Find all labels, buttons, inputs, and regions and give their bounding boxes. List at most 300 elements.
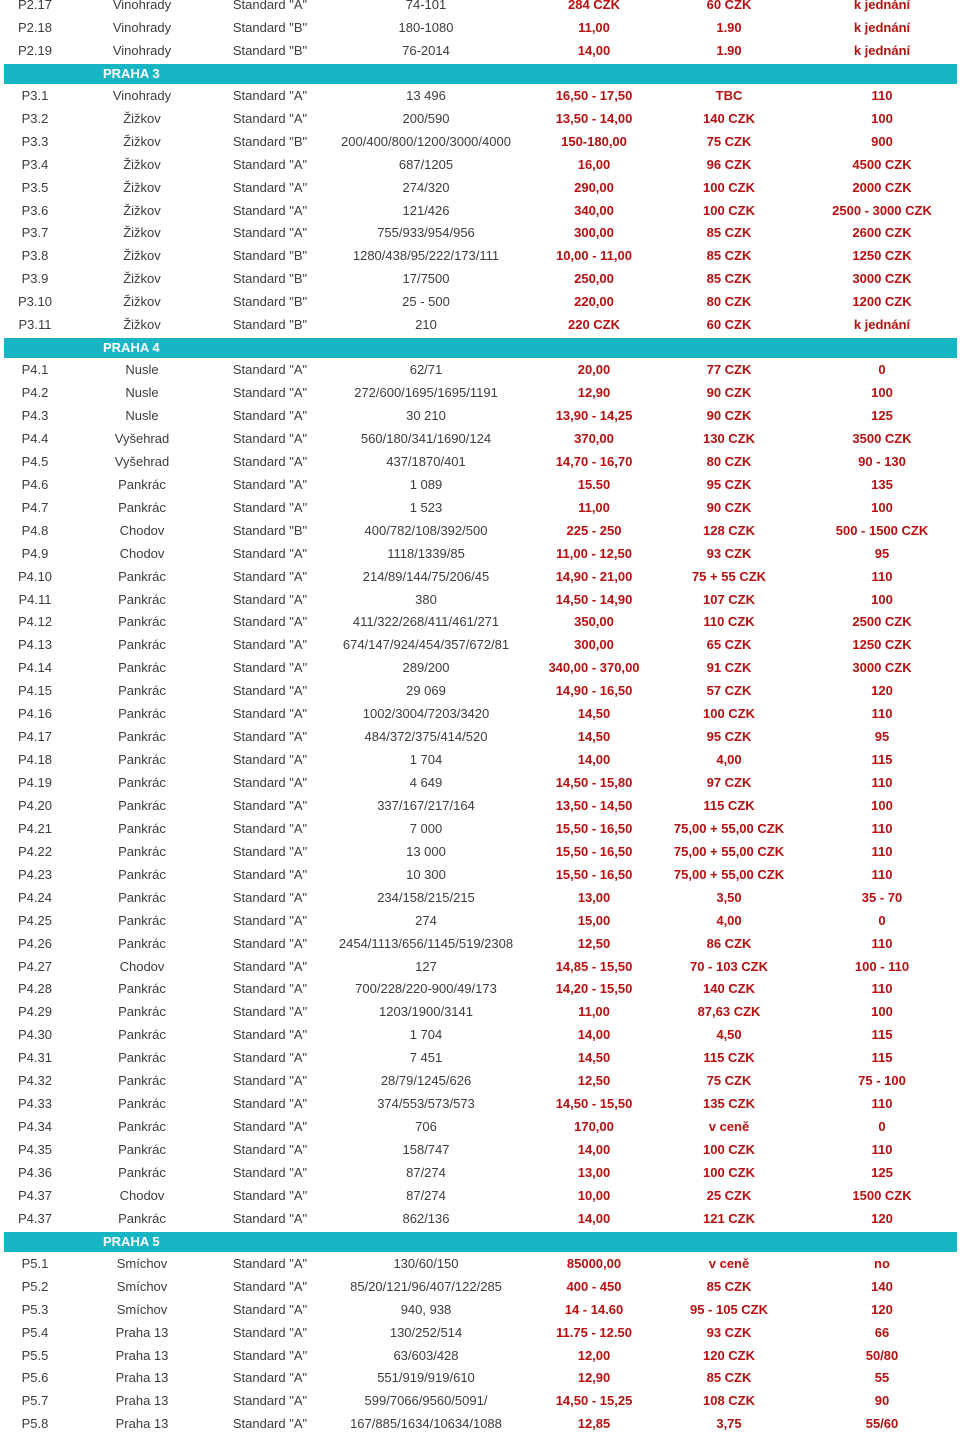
area-cell: 1280/438/95/222/173/111	[352, 248, 500, 264]
table-row	[4, 841, 957, 864]
rent-price-cell: 13,00	[577, 1164, 611, 1180]
district-cell: Pankrác	[118, 1210, 166, 1226]
standard-cell: Standard "A"	[232, 1301, 308, 1317]
district-cell: Pankrác	[118, 981, 166, 997]
standard-cell: Standard "A"	[232, 935, 308, 951]
parking-price-cell: 1250 CZK	[852, 637, 912, 653]
area-cell: 25 - 500	[402, 294, 450, 310]
parking-price-cell: 110	[871, 820, 893, 836]
standard-cell: Standard "B"	[232, 42, 308, 58]
parking-price-cell: 90 - 130	[858, 453, 906, 469]
district-cell: Pankrác	[118, 706, 166, 722]
listing-id-cell: P4.35	[18, 1142, 52, 1157]
parking-price-cell: 100	[871, 385, 893, 401]
district-cell: Nusle	[125, 362, 159, 378]
rent-price-cell: 14,50	[577, 706, 611, 722]
area-cell: 551/919/919/610	[377, 1370, 475, 1386]
area-cell: 289/200	[402, 660, 450, 676]
table-row	[4, 359, 957, 382]
parking-price-cell: 100	[871, 499, 893, 515]
standard-cell: Standard "A"	[232, 0, 308, 12]
parking-price-cell: 120	[871, 683, 893, 699]
section-label: PRAHA 4	[103, 340, 160, 356]
table-row	[4, 1024, 957, 1047]
listing-id-cell: P4.12	[18, 614, 52, 630]
area-cell: 10 300	[406, 866, 446, 882]
standard-cell: Standard "B"	[232, 271, 308, 287]
district-cell: Vinohrady	[112, 87, 172, 103]
standard-cell: Standard "A"	[232, 87, 308, 103]
district-cell: Žižkov	[123, 317, 161, 333]
area-cell: 130/60/150	[393, 1255, 459, 1271]
parking-price-cell: 120	[871, 1301, 893, 1317]
listing-id-cell: P4.36	[18, 1164, 52, 1180]
rent-price-cell: 170,00	[574, 1119, 614, 1135]
table-row	[4, 933, 957, 956]
area-cell: 127	[415, 958, 437, 974]
area-cell: 180-1080	[398, 19, 454, 35]
service-charge-cell: 95 CZK	[706, 476, 752, 492]
office-listing-table	[4, 0, 957, 1436]
service-charge-cell: 90 CZK	[706, 385, 752, 401]
service-charge-cell: 25 CZK	[706, 1187, 752, 1203]
standard-cell: Standard "A"	[232, 706, 308, 722]
area-cell: 862/136	[402, 1210, 450, 1226]
district-cell: Praha 13	[115, 1393, 169, 1409]
area-cell: 87/274	[406, 1187, 446, 1203]
standard-cell: Standard "A"	[232, 958, 308, 974]
parking-price-cell: 110	[871, 981, 893, 997]
service-charge-cell: 85 CZK	[706, 271, 752, 287]
area-cell: 2454/1113/656/1145/519/2308	[338, 935, 514, 951]
standard-cell: Standard "A"	[232, 1393, 308, 1409]
rent-price-cell: 15,50 - 16,50	[555, 866, 633, 882]
standard-cell: Standard "A"	[232, 820, 308, 836]
listing-id-cell: P3.8	[21, 248, 49, 264]
table-row	[4, 1116, 957, 1139]
rent-price-cell: 15,00	[577, 912, 611, 928]
district-cell: Smíchov	[116, 1278, 168, 1294]
service-charge-cell: v ceně	[708, 1255, 750, 1271]
standard-cell: Standard "A"	[232, 1096, 308, 1112]
service-charge-cell: 57 CZK	[706, 683, 752, 699]
table-row	[4, 1070, 957, 1093]
district-cell: Pankrác	[118, 843, 166, 859]
listing-id-cell: P3.4	[21, 156, 49, 172]
service-charge-cell: 75,00 + 55,00 CZK	[673, 843, 785, 859]
district-cell: Chodov	[119, 1187, 165, 1203]
rent-price-cell: 225 - 250	[566, 522, 622, 538]
district-cell: Žižkov	[123, 110, 161, 126]
table-row	[4, 1390, 957, 1413]
listing-id-cell: P4.16	[18, 706, 52, 722]
listing-id-cell: P5.5	[21, 1347, 49, 1363]
listing-id-cell: P2.19	[18, 42, 52, 58]
standard-cell: Standard "A"	[232, 843, 308, 859]
area-cell: 130/252/514	[389, 1324, 463, 1340]
table-row	[4, 291, 957, 314]
rent-price-cell: 14,20 - 15,50	[555, 981, 633, 997]
district-cell: Pankrác	[118, 1119, 166, 1135]
rent-price-cell: 14,00	[577, 1027, 611, 1043]
parking-price-cell: 3000 CZK	[852, 271, 912, 287]
listing-id-cell: P4.20	[18, 797, 52, 813]
rent-price-cell: 13,90 - 14,25	[555, 408, 633, 423]
table-row	[4, 17, 957, 40]
service-charge-cell: 121 CZK	[702, 1210, 756, 1226]
parking-price-cell: 110	[871, 706, 893, 722]
rent-price-cell: 290,00	[574, 179, 614, 195]
district-cell: Pankrác	[118, 1164, 166, 1180]
table-row	[4, 1093, 957, 1116]
table-row	[4, 680, 957, 703]
listing-id-cell: P5.7	[21, 1393, 49, 1409]
service-charge-cell: 4,00	[716, 912, 742, 928]
listing-id-cell: P4.27	[18, 958, 52, 974]
rent-price-cell: 12,90	[577, 385, 611, 401]
area-cell: 380	[415, 591, 437, 607]
rent-price-cell: 14,50 - 15,25	[555, 1393, 633, 1409]
standard-cell: Standard "A"	[232, 1416, 308, 1432]
service-charge-cell: 3,75	[716, 1416, 742, 1432]
parking-price-cell: 0	[878, 1119, 886, 1135]
listing-id-cell: P4.33	[18, 1096, 52, 1112]
rent-price-cell: 14,50	[577, 1050, 611, 1066]
district-cell: Žižkov	[123, 294, 161, 310]
standard-cell: Standard "A"	[232, 568, 308, 584]
listing-id-cell: P3.7	[21, 225, 49, 241]
listing-id-cell: P4.32	[18, 1073, 52, 1089]
listing-id-cell: P4.26	[18, 935, 52, 951]
standard-cell: Standard "A"	[232, 797, 308, 813]
standard-cell: Standard "A"	[232, 499, 308, 515]
rent-price-cell: 14,85 - 15,50	[555, 958, 633, 974]
parking-price-cell: 100 - 110	[854, 958, 910, 974]
listing-id-cell: P5.3	[21, 1301, 49, 1317]
area-cell: 274	[415, 912, 437, 928]
table-row	[4, 566, 957, 589]
rent-price-cell: 16,00	[577, 156, 611, 172]
listing-id-cell: P4.18	[18, 752, 52, 768]
service-charge-cell: 60 CZK	[706, 0, 752, 12]
standard-cell: Standard "A"	[232, 545, 308, 561]
table-row	[4, 910, 957, 933]
parking-price-cell: 95	[874, 729, 890, 745]
listing-id-cell: P4.24	[18, 889, 52, 905]
parking-price-cell: 0	[878, 362, 886, 378]
parking-price-cell: 3500 CZK	[852, 430, 912, 446]
listing-id-cell: P4.10	[18, 568, 52, 584]
listing-id-cell: P4.22	[18, 843, 52, 859]
listing-id-cell: P2.18	[18, 19, 52, 35]
service-charge-cell: 80 CZK	[706, 453, 752, 469]
parking-price-cell: 50/80	[865, 1347, 899, 1363]
listing-id-cell: P4.7	[21, 499, 49, 515]
parking-price-cell: 100	[871, 1004, 893, 1020]
standard-cell: Standard "A"	[232, 1073, 308, 1089]
service-charge-cell: 100 CZK	[702, 202, 756, 218]
standard-cell: Standard "A"	[232, 1210, 308, 1226]
table-row	[4, 314, 957, 337]
district-cell: Pankrác	[118, 660, 166, 676]
table-row	[4, 1299, 957, 1322]
district-cell: Pankrác	[118, 1050, 166, 1066]
area-cell: 158/747	[402, 1142, 450, 1157]
parking-price-cell: 500 - 1500 CZK	[835, 522, 929, 538]
table-row	[4, 1345, 957, 1368]
rent-price-cell: 300,00	[574, 225, 614, 241]
listing-id-cell: P4.5	[21, 453, 49, 469]
standard-cell: Standard "A"	[232, 683, 308, 699]
standard-cell: Standard "A"	[232, 225, 308, 241]
service-charge-cell: 70 - 103 CZK	[689, 958, 769, 974]
area-cell: 85/20/121/96/407/122/285	[350, 1278, 502, 1294]
rent-price-cell: 14,00	[577, 42, 611, 58]
service-charge-cell: 96 CZK	[706, 156, 752, 172]
table-row	[4, 1139, 957, 1162]
standard-cell: Standard "A"	[232, 1187, 308, 1203]
standard-cell: Standard "B"	[232, 133, 308, 149]
district-cell: Praha 13	[115, 1324, 169, 1340]
standard-cell: Standard "A"	[232, 1164, 308, 1180]
area-cell: 560/180/341/1690/124	[360, 430, 492, 446]
service-charge-cell: 95 CZK	[706, 729, 752, 745]
area-cell: 1118/1339/85	[387, 545, 465, 561]
listing-id-cell: P4.9	[21, 545, 49, 561]
standard-cell: Standard "A"	[232, 729, 308, 745]
table-row	[4, 543, 957, 566]
listing-id-cell: P3.6	[21, 202, 49, 218]
standard-cell: Standard "A"	[232, 981, 308, 997]
rent-price-cell: 284 CZK	[567, 0, 621, 12]
service-charge-cell: 65 CZK	[706, 637, 752, 653]
table-row	[4, 772, 957, 795]
standard-cell: Standard "B"	[232, 522, 308, 538]
area-cell: 687/1205	[398, 156, 454, 172]
table-row	[4, 864, 957, 887]
district-cell: Žižkov	[123, 133, 161, 149]
listing-id-cell: P4.6	[21, 476, 49, 492]
standard-cell: Standard "A"	[232, 1119, 308, 1135]
rent-price-cell: 14,90 - 16,50	[555, 683, 633, 699]
rent-price-cell: 12,50	[577, 935, 611, 951]
standard-cell: Standard "A"	[232, 1278, 308, 1294]
area-cell: 87/274	[406, 1164, 446, 1180]
listing-id-cell: P2.17	[18, 0, 52, 12]
listing-id-cell: P3.1	[21, 87, 49, 103]
rent-price-cell: 11,00	[578, 499, 610, 515]
parking-price-cell: 110	[871, 866, 893, 882]
rent-price-cell: 12,90	[577, 1370, 611, 1386]
listing-id-cell: P4.30	[18, 1027, 52, 1043]
area-cell: 74-101	[405, 0, 447, 12]
rent-price-cell: 14,50 - 15,80	[555, 775, 633, 790]
district-cell: Chodov	[119, 958, 165, 974]
district-cell: Smíchov	[116, 1255, 168, 1271]
rent-price-cell: 11,00	[578, 1004, 610, 1020]
district-cell: Pankrác	[118, 775, 166, 790]
area-cell: 411/322/268/411/461/271	[352, 614, 500, 630]
rent-price-cell: 13,00	[577, 889, 611, 905]
area-cell: 1 089	[409, 476, 443, 492]
district-cell: Nusle	[125, 385, 159, 401]
district-cell: Praha 13	[115, 1416, 169, 1432]
table-row	[4, 611, 957, 634]
area-cell: 940, 938	[400, 1301, 452, 1317]
listing-id-cell: P3.3	[21, 133, 49, 149]
standard-cell: Standard "B"	[232, 317, 308, 333]
table-row	[4, 268, 957, 291]
district-cell: Praha 13	[115, 1347, 169, 1363]
district-cell: Žižkov	[123, 271, 161, 287]
table-row	[4, 795, 957, 818]
listing-id-cell: P4.23	[18, 866, 52, 882]
service-charge-cell: 75 + 55 CZK	[691, 568, 767, 584]
parking-price-cell: 2500 CZK	[852, 614, 912, 630]
rent-price-cell: 350,00	[574, 614, 614, 630]
standard-cell: Standard "A"	[232, 362, 308, 378]
parking-price-cell: 135	[871, 476, 893, 492]
parking-price-cell: 95	[874, 545, 890, 561]
listing-id-cell: P4.28	[18, 981, 52, 997]
table-row	[4, 85, 957, 108]
listing-id-cell: P5.8	[21, 1416, 49, 1432]
standard-cell: Standard "A"	[232, 866, 308, 882]
area-cell: 62/71	[409, 362, 443, 378]
service-charge-cell: 120 CZK	[702, 1347, 756, 1363]
parking-price-cell: 120	[871, 1210, 893, 1226]
district-cell: Vinohrady	[112, 19, 172, 35]
district-cell: Nusle	[125, 408, 159, 423]
rent-price-cell: 12,00	[577, 1347, 611, 1363]
service-charge-cell: 77 CZK	[706, 362, 752, 378]
standard-cell: Standard "B"	[232, 248, 308, 264]
rent-price-cell: 15,50 - 16,50	[555, 820, 633, 836]
area-cell: 1203/1900/3141	[379, 1004, 473, 1020]
district-cell: Vyšehrad	[114, 453, 170, 469]
service-charge-cell: 110 CZK	[703, 614, 755, 630]
service-charge-cell: 93 CZK	[706, 545, 752, 561]
standard-cell: Standard "A"	[232, 889, 308, 905]
parking-price-cell: 125	[871, 408, 893, 423]
table-row	[4, 108, 957, 131]
district-cell: Pankrác	[118, 935, 166, 951]
listing-id-cell: P4.4	[21, 430, 49, 446]
parking-price-cell: 100	[871, 110, 893, 126]
standard-cell: Standard "A"	[232, 156, 308, 172]
service-charge-cell: 80 CZK	[706, 294, 752, 310]
service-charge-cell: 85 CZK	[706, 1370, 752, 1386]
service-charge-cell: 85 CZK	[706, 225, 752, 241]
service-charge-cell: 97 CZK	[706, 775, 752, 790]
rent-price-cell: 12,85	[577, 1416, 611, 1432]
service-charge-cell: 115 CZK	[703, 1050, 755, 1066]
parking-price-cell: 0	[878, 912, 886, 928]
district-cell: Pankrác	[118, 1027, 166, 1043]
listing-id-cell: P5.1	[21, 1255, 49, 1271]
district-cell: Smíchov	[116, 1301, 168, 1317]
service-charge-cell: 60 CZK	[706, 317, 752, 333]
area-cell: 1002/3004/7203/3420	[362, 706, 490, 722]
rent-price-cell: 20,00	[577, 362, 611, 378]
parking-price-cell: 2000 CZK	[852, 179, 912, 195]
service-charge-cell: 100 CZK	[702, 1164, 756, 1180]
district-cell: Praha 13	[115, 1370, 169, 1386]
district-cell: Pankrác	[118, 614, 166, 630]
standard-cell: Standard "A"	[232, 660, 308, 676]
service-charge-cell: 128 CZK	[702, 522, 756, 538]
table-row	[4, 634, 957, 657]
standard-cell: Standard "A"	[232, 752, 308, 768]
parking-price-cell: 110	[871, 1096, 893, 1112]
parking-price-cell: 75 - 100	[858, 1073, 906, 1089]
area-cell: 4 649	[409, 775, 443, 790]
rent-price-cell: 11,00	[578, 19, 610, 35]
area-cell: 167/885/1634/10634/1088	[350, 1416, 502, 1432]
parking-price-cell: 110	[871, 775, 893, 790]
service-charge-cell: 130 CZK	[702, 430, 756, 446]
district-cell: Vinohrady	[112, 42, 172, 58]
listing-id-cell: P5.2	[21, 1278, 49, 1294]
district-cell: Pankrác	[118, 1142, 166, 1157]
table-row	[4, 428, 957, 451]
parking-price-cell: 90	[874, 1393, 890, 1409]
district-cell: Pankrác	[118, 476, 166, 492]
area-cell: 29 069	[406, 683, 446, 699]
service-charge-cell: 115 CZK	[703, 797, 755, 813]
service-charge-cell: 140 CZK	[702, 981, 756, 997]
table-row	[4, 245, 957, 268]
area-cell: 706	[415, 1119, 437, 1135]
table-row	[4, 1001, 957, 1024]
service-charge-cell: 75 CZK	[706, 133, 752, 149]
section-label: PRAHA 5	[103, 1233, 160, 1249]
area-cell: 13 000	[406, 843, 446, 859]
district-cell: Žižkov	[123, 202, 161, 218]
area-cell: 599/7066/9560/5091/	[364, 1393, 488, 1409]
listing-id-cell: P4.1	[21, 362, 49, 378]
parking-price-cell: 110	[871, 87, 893, 103]
parking-price-cell: 1200 CZK	[852, 294, 912, 310]
rent-price-cell: 16,50 - 17,50	[555, 87, 633, 103]
parking-price-cell: 55	[874, 1370, 890, 1386]
service-charge-cell: 93 CZK	[706, 1324, 752, 1340]
listing-id-cell: P4.31	[18, 1050, 52, 1066]
service-charge-cell: 75,00 + 55,00 CZK	[673, 820, 785, 836]
table-row	[4, 451, 957, 474]
area-cell: 7 451	[409, 1050, 443, 1066]
table-row	[4, 1047, 957, 1070]
rent-price-cell: 12,50	[577, 1073, 611, 1089]
table-row	[4, 1185, 957, 1208]
district-cell: Pankrác	[118, 499, 166, 515]
service-charge-cell: 75 CZK	[706, 1073, 752, 1089]
service-charge-cell: 140 CZK	[702, 110, 756, 126]
rent-price-cell: 11,00 - 12,50	[556, 545, 632, 561]
table-row	[4, 1413, 957, 1436]
district-cell: Pankrác	[118, 568, 166, 584]
table-row	[4, 726, 957, 749]
rent-price-cell: 340,00 - 370,00	[548, 660, 640, 676]
rent-price-cell: 14 - 14.60	[564, 1301, 624, 1317]
rent-price-cell: 14,50 - 14,90	[555, 591, 633, 607]
area-cell: 63/603/428	[393, 1347, 459, 1363]
rent-price-cell: 10,00 - 11,00	[556, 248, 632, 264]
standard-cell: Standard "A"	[232, 110, 308, 126]
listing-id-cell: P3.5	[21, 179, 49, 195]
standard-cell: Standard "B"	[232, 294, 308, 310]
table-row	[4, 818, 957, 841]
